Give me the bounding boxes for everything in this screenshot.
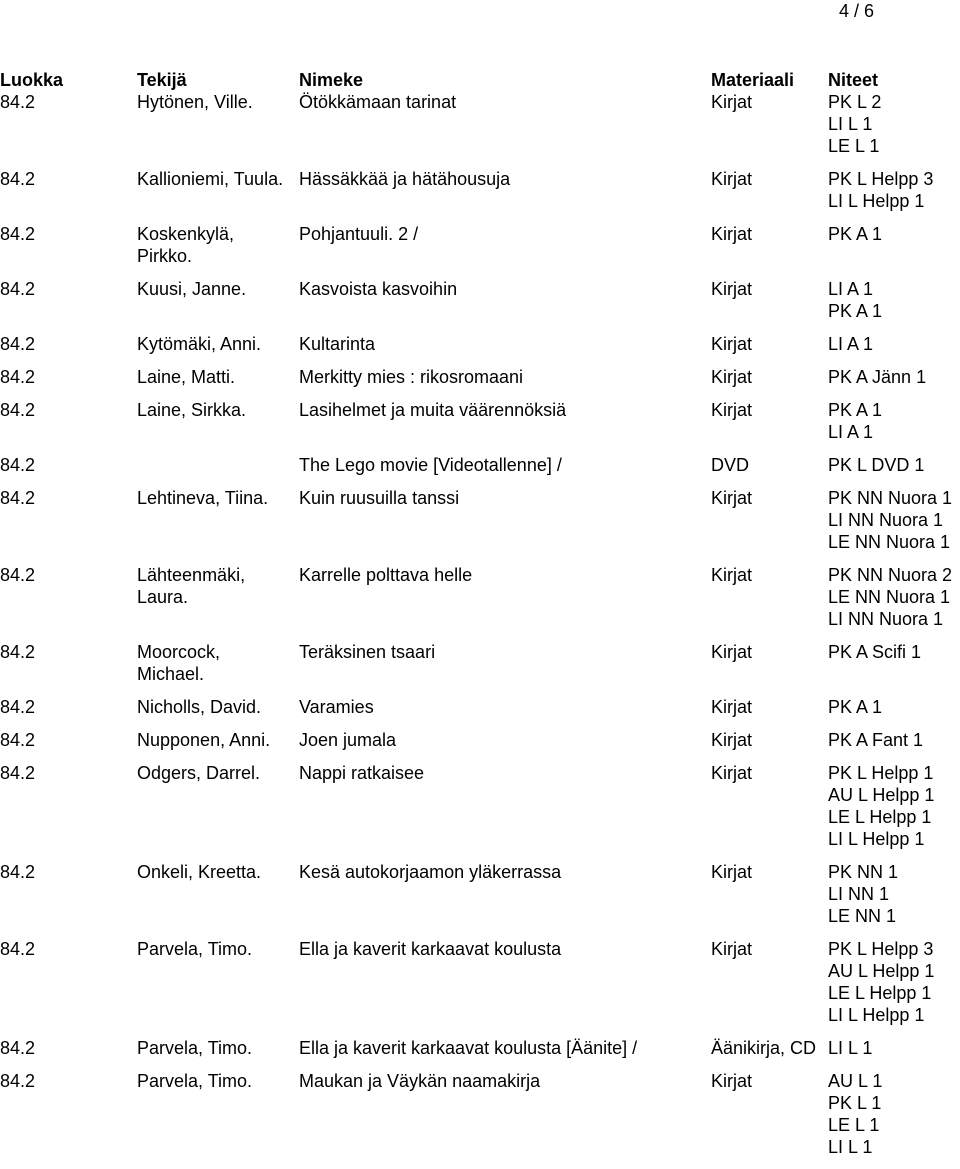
cell-author xyxy=(137,1070,299,1092)
cell-material: DVD xyxy=(711,455,750,475)
holding-line: PK A 1 xyxy=(828,400,883,420)
holding-line: LI L 1 xyxy=(828,1137,873,1157)
author-line: Koskenkylä, xyxy=(137,224,235,244)
cell-material: Kirjat xyxy=(711,763,753,783)
cell-class: 84.2 xyxy=(0,279,36,299)
cell-author xyxy=(137,399,299,421)
holding-line: LI A 1 xyxy=(828,334,874,354)
cell-title: Maukan ja Väykän naamakirja xyxy=(299,1071,541,1091)
cell-holdings xyxy=(828,487,960,553)
cell-holdings xyxy=(828,1037,960,1059)
holding-line: PK L 2 xyxy=(828,92,882,112)
holding-line: LE NN Nuora 1 xyxy=(828,587,951,607)
row-gap xyxy=(0,751,960,762)
holding-line: LE L Helpp 1 xyxy=(828,983,932,1003)
row-gap xyxy=(0,718,960,729)
holding-line: PK L Helpp 3 xyxy=(828,939,934,959)
row-gap xyxy=(0,212,960,223)
cell-class: 84.2 xyxy=(0,169,36,189)
author-line: Laine, Sirkka. xyxy=(137,400,247,420)
page-number: 4 / 6 xyxy=(839,1,875,21)
cell-material: Kirjat xyxy=(711,334,753,354)
author-line: Nupponen, Anni. xyxy=(137,730,271,750)
author-line: Laine, Matti. xyxy=(137,367,236,387)
table-row xyxy=(0,564,960,630)
holding-line: PK L Helpp 3 xyxy=(828,169,934,189)
table-row xyxy=(0,641,960,685)
row-gap xyxy=(0,927,960,938)
cell-material: Kirjat xyxy=(711,862,753,882)
cell-class: 84.2 xyxy=(0,334,36,354)
row-gap xyxy=(0,322,960,333)
cell-class: 84.2 xyxy=(0,697,36,717)
cell-holdings xyxy=(828,168,960,212)
cell-material: Kirjat xyxy=(711,1071,753,1091)
header-holdings: Niteet xyxy=(828,70,879,90)
table-row xyxy=(0,1070,960,1158)
author-line: Laura. xyxy=(137,587,189,607)
holding-line: LI NN 1 xyxy=(828,884,890,904)
holding-line: PK L Helpp 1 xyxy=(828,763,934,783)
table-row xyxy=(0,333,960,355)
author-line: Lehtineva, Tiina. xyxy=(137,488,269,508)
row-gap xyxy=(0,1026,960,1037)
table-row xyxy=(0,938,960,1026)
holding-line: LI A 1 xyxy=(828,279,874,299)
cell-class: 84.2 xyxy=(0,224,36,244)
cell-title: Pohjantuuli. 2 / xyxy=(299,224,419,244)
row-gap xyxy=(0,1059,960,1070)
cell-author xyxy=(137,564,299,608)
holding-line: LE L 1 xyxy=(828,136,880,156)
cell-title: Hässäkkää ja hätähousuja xyxy=(299,169,511,189)
cell-material: Kirjat xyxy=(711,939,753,959)
cell-title: Joen jumala xyxy=(299,730,397,750)
cell-holdings xyxy=(828,223,960,245)
holding-line: LE L 1 xyxy=(828,1115,880,1135)
holding-line: PK NN Nuora 2 xyxy=(828,565,953,585)
cell-title: Ötökkämaan tarinat xyxy=(299,92,457,112)
cell-title: Lasihelmet ja muita väärennöksiä xyxy=(299,400,567,420)
holding-line: LI L Helpp 1 xyxy=(828,191,925,211)
cell-author xyxy=(137,454,299,476)
table-row xyxy=(0,1037,960,1059)
cell-class: 84.2 xyxy=(0,642,36,662)
author-line: Lähteenmäki, xyxy=(137,565,246,585)
cell-title: Kasvoista kasvoihin xyxy=(299,279,458,299)
cell-holdings xyxy=(828,366,960,388)
cell-class: 84.2 xyxy=(0,862,36,882)
holding-line: LI L Helpp 1 xyxy=(828,829,925,849)
holding-line: PK A 1 xyxy=(828,697,883,717)
row-gap xyxy=(0,443,960,454)
cell-author xyxy=(137,223,299,267)
cell-material: Kirjat xyxy=(711,400,753,420)
cell-author xyxy=(137,487,299,509)
holding-line: PK A Jänn 1 xyxy=(828,367,927,387)
row-gap xyxy=(0,355,960,366)
row-gap xyxy=(0,157,960,168)
holding-line: PK L DVD 1 xyxy=(828,455,925,475)
row-gap xyxy=(0,630,960,641)
author-line: Parvela, Timo. xyxy=(137,939,253,959)
cell-class: 84.2 xyxy=(0,730,36,750)
cell-class: 84.2 xyxy=(0,488,36,508)
header-title: Nimeke xyxy=(299,70,364,90)
author-line: Odgers, Darrel. xyxy=(137,763,261,783)
cell-author xyxy=(137,91,299,113)
cell-holdings xyxy=(828,938,960,1026)
cell-title: Kuin ruusuilla tanssi xyxy=(299,488,460,508)
cell-class: 84.2 xyxy=(0,92,36,112)
table-row xyxy=(0,861,960,927)
cell-title: Kultarinta xyxy=(299,334,376,354)
header-material: Materiaali xyxy=(711,70,795,90)
cell-class: 84.2 xyxy=(0,1038,36,1058)
cell-author xyxy=(137,696,299,718)
cell-author xyxy=(137,861,299,883)
table-row xyxy=(0,454,960,476)
cell-material: Kirjat xyxy=(711,169,753,189)
cell-material: Kirjat xyxy=(711,488,753,508)
cell-material: Kirjat xyxy=(711,642,753,662)
cell-holdings xyxy=(828,278,960,322)
cell-title: Ella ja kaverit karkaavat koulusta xyxy=(299,939,562,959)
catalog-table xyxy=(0,69,960,1169)
holding-line: PK A 1 xyxy=(828,224,883,244)
cell-title: Karrelle polttava helle xyxy=(299,565,473,585)
cell-author xyxy=(137,938,299,960)
holding-line: LE NN 1 xyxy=(828,906,897,926)
holding-line: LI L 1 xyxy=(828,114,873,134)
cell-material: Kirjat xyxy=(711,92,753,112)
author-line: Parvela, Timo. xyxy=(137,1038,253,1058)
cell-holdings xyxy=(828,454,960,476)
cell-author xyxy=(137,278,299,300)
cell-class: 84.2 xyxy=(0,1071,36,1091)
cell-title: Varamies xyxy=(299,697,374,717)
cell-author xyxy=(137,168,299,190)
header-author: Tekijä xyxy=(137,70,187,90)
cell-class: 84.2 xyxy=(0,455,36,475)
cell-holdings xyxy=(828,399,960,443)
author-line: Michael. xyxy=(137,664,205,684)
holding-line: PK A Scifi 1 xyxy=(828,642,922,662)
author-line: Nicholls, David. xyxy=(137,697,262,717)
row-gap xyxy=(0,1158,960,1169)
table-row xyxy=(0,91,960,157)
cell-author xyxy=(137,729,299,751)
row-gap xyxy=(0,850,960,861)
cell-holdings xyxy=(828,91,960,157)
cell-class: 84.2 xyxy=(0,367,36,387)
holding-line: LI NN Nuora 1 xyxy=(828,510,944,530)
cell-holdings xyxy=(828,1070,960,1158)
table-row xyxy=(0,729,960,751)
cell-class: 84.2 xyxy=(0,565,36,585)
holding-line: LI L 1 xyxy=(828,1038,873,1058)
author-line: Kallioniemi, Tuula. xyxy=(137,169,284,189)
cell-material: Kirjat xyxy=(711,224,753,244)
table-row xyxy=(0,487,960,553)
author-line: Pirkko. xyxy=(137,246,193,266)
cell-title: Merkitty mies : rikosromaani xyxy=(299,367,524,387)
table-row xyxy=(0,399,960,443)
cell-title: Kesä autokorjaamon yläkerrassa xyxy=(299,862,562,882)
author-line: Kuusi, Janne. xyxy=(137,279,247,299)
cell-author xyxy=(137,1037,299,1059)
cell-holdings xyxy=(828,861,960,927)
cell-holdings xyxy=(828,729,960,751)
cell-title: Ella ja kaverit karkaavat koulusta [Äänite] / xyxy=(299,1038,638,1058)
row-gap xyxy=(0,553,960,564)
holding-line: LI A 1 xyxy=(828,422,874,442)
table-header xyxy=(0,69,960,91)
holding-line: AU L Helpp 1 xyxy=(828,785,935,805)
author-line: Parvela, Timo. xyxy=(137,1071,253,1091)
author-line: Hytönen, Ville. xyxy=(137,92,253,112)
cell-author xyxy=(137,333,299,355)
holding-line: PK NN 1 xyxy=(828,862,899,882)
table-row xyxy=(0,168,960,212)
cell-material: Kirjat xyxy=(711,367,753,387)
cell-title: Teräksinen tsaari xyxy=(299,642,436,662)
holding-line: LE NN Nuora 1 xyxy=(828,532,951,552)
holding-line: LI NN Nuora 1 xyxy=(828,609,944,629)
table-row xyxy=(0,278,960,322)
holding-line: LI L Helpp 1 xyxy=(828,1005,925,1025)
cell-title: Nappi ratkaisee xyxy=(299,763,425,783)
cell-holdings xyxy=(828,696,960,718)
holding-line: PK NN Nuora 1 xyxy=(828,488,953,508)
holding-line: AU L 1 xyxy=(828,1071,883,1091)
header-class: Luokka xyxy=(0,70,64,90)
author-line: Kytömäki, Anni. xyxy=(137,334,262,354)
holding-line: AU L Helpp 1 xyxy=(828,961,935,981)
cell-material: Kirjat xyxy=(711,279,753,299)
cell-author xyxy=(137,366,299,388)
cell-author xyxy=(137,762,299,784)
cell-material: Kirjat xyxy=(711,697,753,717)
cell-material: Kirjat xyxy=(711,565,753,585)
table-row xyxy=(0,696,960,718)
cell-holdings xyxy=(828,564,960,630)
cell-class: 84.2 xyxy=(0,939,36,959)
holding-line: PK L 1 xyxy=(828,1093,882,1113)
row-gap xyxy=(0,388,960,399)
table-row xyxy=(0,762,960,850)
author-line: Moorcock, xyxy=(137,642,221,662)
row-gap xyxy=(0,476,960,487)
cell-title: The Lego movie [Videotallenne] / xyxy=(299,455,562,475)
holding-line: PK A 1 xyxy=(828,301,883,321)
holding-line: PK A Fant 1 xyxy=(828,730,924,750)
cell-author xyxy=(137,641,299,685)
table-row xyxy=(0,223,960,267)
row-gap xyxy=(0,685,960,696)
cell-holdings xyxy=(828,762,960,850)
cell-material: Kirjat xyxy=(711,730,753,750)
cell-class: 84.2 xyxy=(0,763,36,783)
row-gap xyxy=(0,267,960,278)
author-line xyxy=(137,454,299,476)
table-row xyxy=(0,366,960,388)
cell-holdings xyxy=(828,333,960,355)
holding-line: LE L Helpp 1 xyxy=(828,807,932,827)
author-line: Onkeli, Kreetta. xyxy=(137,862,262,882)
cell-class: 84.2 xyxy=(0,400,36,420)
cell-material: Äänikirja, CD xyxy=(711,1038,817,1058)
cell-holdings xyxy=(828,641,960,663)
